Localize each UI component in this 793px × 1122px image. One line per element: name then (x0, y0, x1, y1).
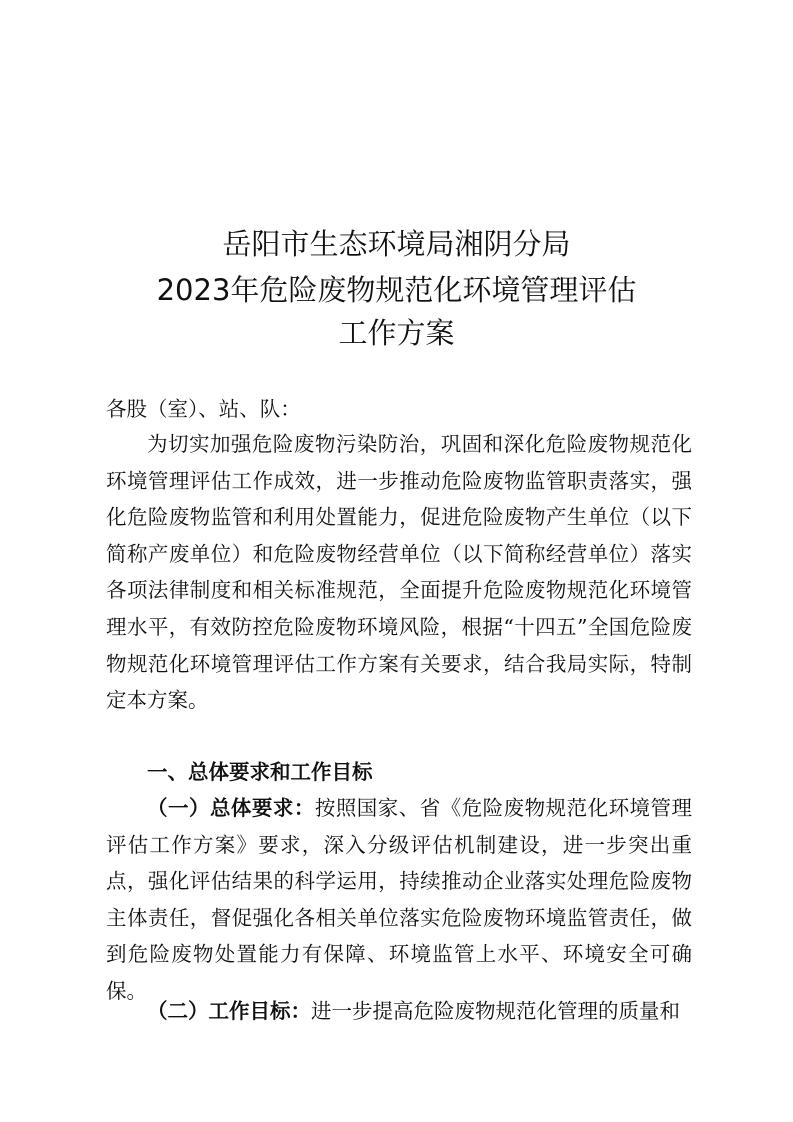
work-goals-label: （二）工作目标： (147, 999, 311, 1023)
intro-paragraph: 为切实加强危险废物污染防治，巩固和深化危险废物规范化环境管理评估工作成效，进一步推动危险废物监管职责落实，强化危险废物监管和利用处置能力，促进危险废物产生单位（以下简称产废单位）和危险废物经营单位（以下简称经营单位）落实各项法律制度和相关标准规范，全面提升危险废物规范化环境管理水平，有效防控危险废物环境风险，根据“十四五”全国危险废物规范化环境管理评估工作方案有关要求，结合我局实际，特制定本方案。 (106, 432, 692, 713)
general-requirements-label: （一）总体要求： (147, 796, 315, 820)
general-requirements-text: 按照国家、省《危险废物规范化环境管理评估工作方案》要求，深入分级评估机制建设，进一步突出重点，强化评估结果的科学运用，持续推动企业落实处理危险废物主体责任，督促强化各相关单位落实危险废物环境监管责任，做到危险废物处置能力有保障、环境监管上水平、环境安全可确保。 (106, 796, 693, 1003)
document-title-line-2: 2023年危险废物规范化环境管理评估 (156, 273, 637, 307)
work-goals-paragraph (106, 993, 692, 1030)
salutation: 各股（室）、站、队： (106, 397, 301, 421)
document-title-line-1: 岳阳市生态环境局湘阴分局 (222, 227, 571, 261)
section-heading-general-requirements: 一、总体要求和工作目标 (147, 760, 373, 784)
document-title-line-3: 工作方案 (338, 316, 455, 350)
general-requirements-paragraph (106, 790, 692, 1010)
work-goals-text: 进一步提高危险废物规范化管理的质量和 (311, 999, 680, 1023)
